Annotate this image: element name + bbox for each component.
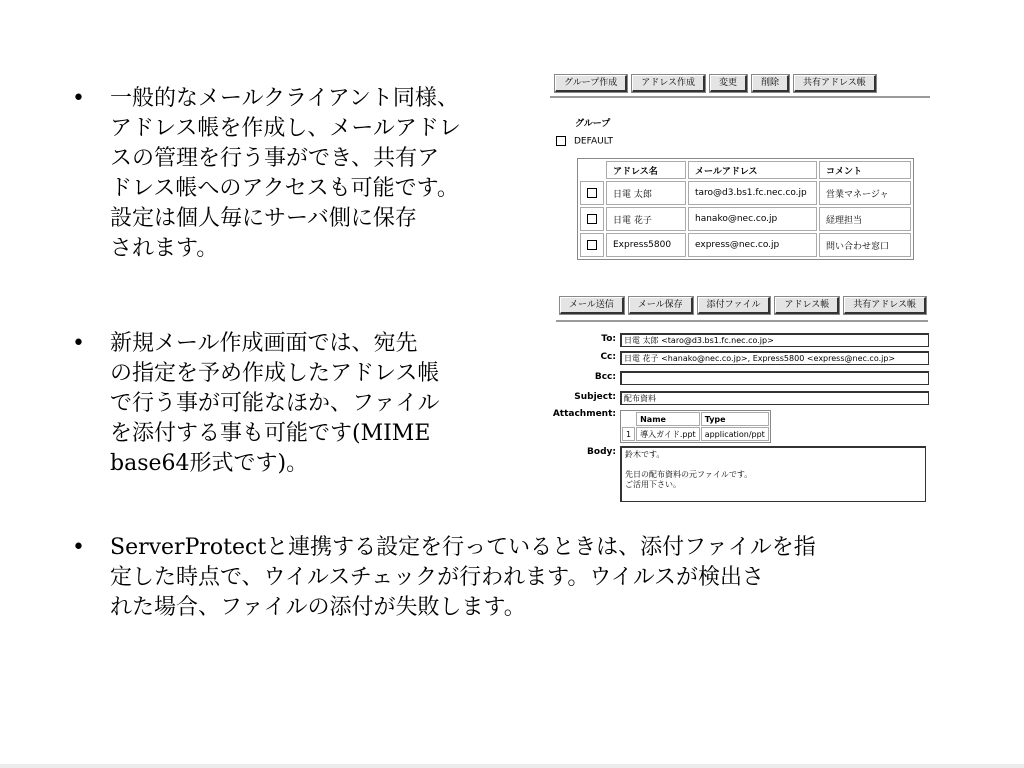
cc-field[interactable]: 日電 花子 <hanako@nec.co.jp>, Express5800 <express@nec.co.jp> [620, 351, 929, 365]
group-default-label: DEFAULT [574, 136, 613, 147]
divider [550, 96, 930, 98]
compose-toolbar [560, 297, 926, 314]
table-header-empty [622, 412, 635, 426]
table-header: Name [636, 412, 700, 426]
create-address-button[interactable]: アドレス作成 [632, 75, 705, 92]
group-default-row[interactable] [556, 136, 613, 147]
row-checkbox[interactable] [587, 240, 597, 250]
bullet-marker: • [72, 331, 85, 356]
table-row [622, 427, 769, 441]
address-table [577, 158, 914, 260]
bcc-field[interactable] [620, 371, 929, 385]
address-email: hanako@nec.co.jp [688, 207, 817, 231]
address-book-button[interactable]: アドレス帳 [775, 297, 839, 314]
table-row [580, 233, 911, 257]
bullet-marker: • [72, 535, 85, 560]
to-label: To: [601, 334, 616, 344]
address-name: 日電 太郎 [606, 181, 686, 205]
table-header: アドレス名 [606, 161, 686, 179]
row-checkbox[interactable] [587, 188, 597, 198]
create-group-button[interactable]: グループ作成 [555, 75, 627, 92]
body-label: Body: [587, 447, 616, 457]
to-field[interactable]: 日電 太郎 <taro@d3.bs1.fc.nec.co.jp> [620, 333, 929, 347]
attachment-index: 1 [622, 427, 635, 441]
address-comment: 経理担当 [819, 207, 911, 231]
attachment-label: Attachment: [552, 409, 616, 419]
address-comment: 問い合わせ窓口 [819, 233, 911, 257]
table-header: コメント [819, 161, 911, 179]
edit-button[interactable]: 変更 [710, 75, 747, 92]
address-name: Express5800 [606, 233, 686, 257]
address-name: 日電 花子 [606, 207, 686, 231]
row-checkbox-cell[interactable] [580, 181, 604, 205]
attach-file-button[interactable]: 添付ファイル [698, 297, 771, 314]
table-header: Type [701, 412, 769, 426]
attachment-type: application/ppt [701, 427, 769, 441]
attachment-table [620, 410, 771, 443]
table-header: メールアドレス [688, 161, 817, 179]
table-row [580, 181, 911, 205]
address-book-toolbar [555, 75, 876, 92]
bullet-text: 一般的なメールクライアント同様、 アドレス帳を作成し、メールアドレ スの管理を行う事ができ、共有ア ドレス帳へのアクセスも可能です。 設定は個人毎にサーバ側に保存 されます。 [110, 86, 461, 261]
address-email: express@nec.co.jp [688, 233, 817, 257]
attachment-name[interactable]: 導入ガイド.ppt [636, 427, 700, 441]
divider [556, 320, 928, 322]
address-comment: 営業マネージャ [819, 181, 911, 205]
table-header-empty [580, 161, 604, 179]
row-checkbox[interactable] [587, 214, 597, 224]
delete-button[interactable]: 削除 [752, 75, 789, 92]
group-default-checkbox[interactable] [556, 136, 566, 146]
save-mail-button[interactable]: メール保存 [629, 297, 693, 314]
subject-label: Subject: [574, 392, 616, 402]
shared-address-book-button[interactable]: 共有アドレス帳 [844, 297, 926, 314]
bullet-marker: • [72, 86, 85, 111]
subject-field[interactable]: 配布資料 [620, 391, 929, 405]
bullet-text: 新規メール作成画面では、宛先 の指定を予め作成したアドレス帳 で行う事が可能なほか、ファイル を添付する事も可能です(MIME base64形式です)。 [110, 331, 440, 476]
cc-label: Cc: [600, 352, 616, 362]
send-mail-button[interactable]: メール送信 [560, 297, 624, 314]
row-checkbox-cell[interactable] [580, 207, 604, 231]
body-textarea[interactable]: 鈴木です。 先日の配布資料の元ファイルです。 ご活用下さい。 [620, 446, 926, 502]
group-label: グループ [575, 119, 611, 129]
shared-address-book-button[interactable]: 共有アドレス帳 [794, 75, 876, 92]
address-email: taro@d3.bs1.fc.nec.co.jp [688, 181, 817, 205]
row-checkbox-cell[interactable] [580, 233, 604, 257]
table-row [580, 207, 911, 231]
bullet-text: ServerProtectと連携する設定を行っているときは、添付ファイルを指 定した時点で、ウイルスチェックが行われます。ウイルスが検出さ れた場合、ファイルの添付が失敗します。 [110, 535, 816, 620]
footer-strip [0, 764, 1024, 768]
bcc-label: Bcc: [594, 372, 616, 382]
